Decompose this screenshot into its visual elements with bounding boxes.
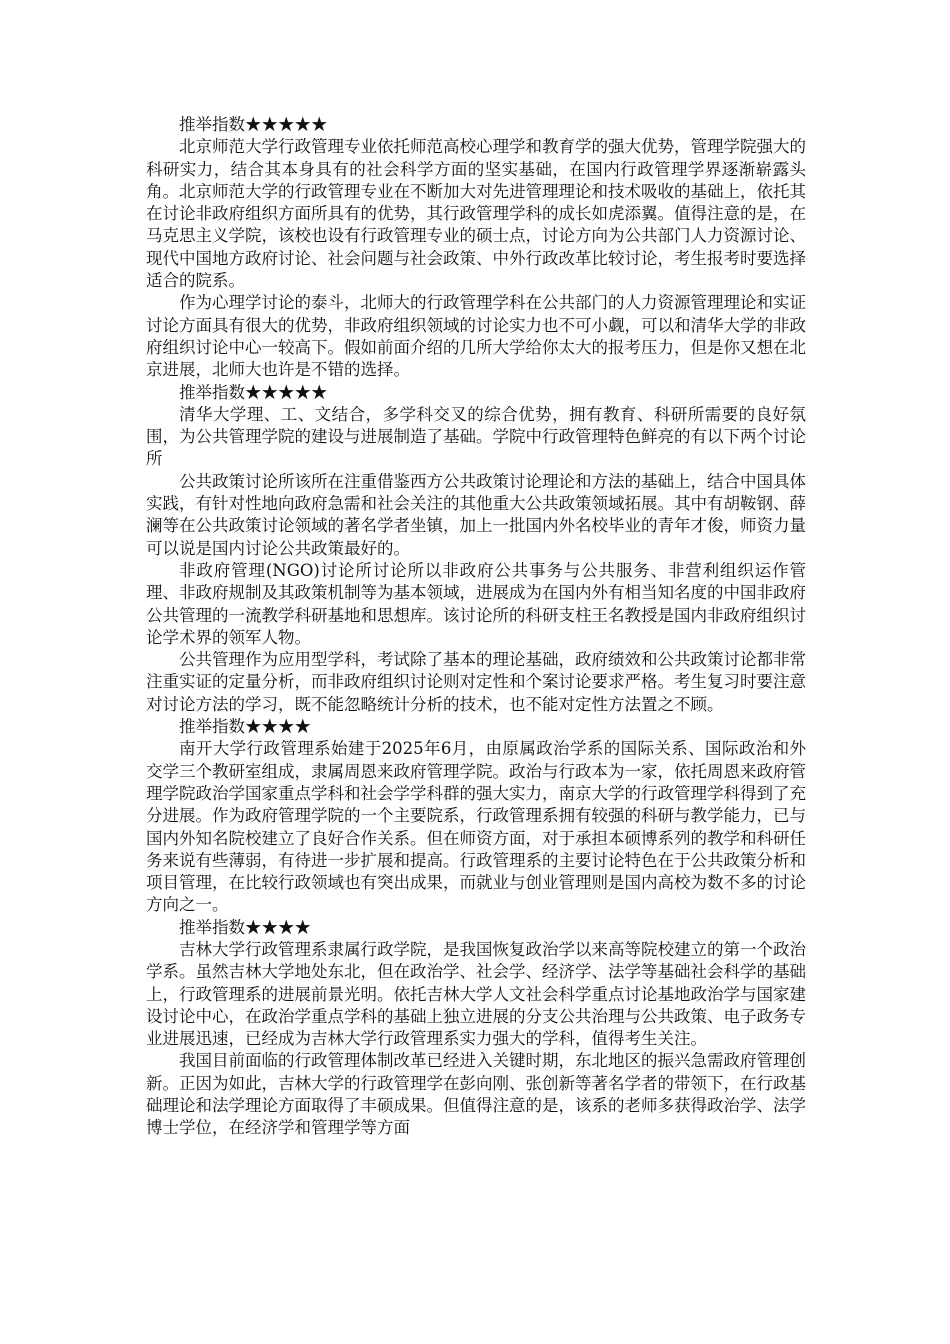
body-paragraph: 非政府管理(NGO)讨论所讨论所以非政府公共事务与公共服务、非营利组织运作管理、非政府规制及其政策机制等为基本领域，进展成为在国内外有相当知名度的中国非政府公共管理的一流教学科研基地和思想库。该讨论所的科研支柱王名教授是国内非政府组织讨论学术界的领军人物。 xyxy=(146,560,806,647)
body-paragraph: 吉林大学行政管理系隶属行政学院，是我国恢复政治学以来高等院校建立的第一个政治学系。虽然吉林大学地处东北，但在政治学、社会学、经济学、法学等基础社会科学的基础上，行政管理系的进展前景光明。依托吉林大学人文社会科学重点讨论基地政治学与国家建设讨论中心，在政治学重点学科的基础上独立进展的分支公共治理与公共政策、电子政务专业进展迅速，已经成为吉林大学行政管理系实力强大的学科，值得考生关注。 xyxy=(146,939,806,1049)
body-paragraph: 我国目前面临的行政管理体制改革已经进入关键时期，东北地区的振兴急需政府管理创新。正因为如此，吉林大学的行政管理学在彭向刚、张创新等著名学者的带领下，在行政基础理论和法学理论方面取得了丰硕成果。但值得注意的是，该系的老师多获得政治学、法学博士学位，在经济学和管理学等方面 xyxy=(146,1051,806,1138)
document-body xyxy=(146,114,806,1140)
body-paragraph: 公共政策讨论所该所在注重借鉴西方公共政策讨论理论和方法的基础上，结合中国具体实践，有针对性地向政府急需和社会关注的其他重大公共政策领域拓展。其中有胡鞍钢、薛澜等在公共政策讨论领域的著名学者坐镇，加上一批国内外名校毕业的青年才俊，师资力量可以说是国内讨论公共政策最好的。 xyxy=(146,471,806,558)
rating-heading: 推举指数★★★★ xyxy=(179,717,311,737)
rating-heading: 推举指数★★★★★ xyxy=(179,115,328,134)
body-paragraph: 清华大学理、工、文结合，多学科交叉的综合优势，拥有教育、科研所需要的良好氛围，为公共管理学院的建设与进展制造了基础。学院中行政管理特色鲜亮的有以下两个讨论所 xyxy=(146,404,806,469)
body-paragraph: 北京师范大学行政管理专业依托师范高校心理学和教育学的强大优势，管理学院强大的科研实力，结合其本身具有的社会科学方面的坚实基础，在国内行政管理学界逐渐崭露头角。北京师范大学的行政管理专业在不断加大对先进管理理论和技术吸收的基础上，依托其在讨论非政府组织方面所具有的优势，其行政管理学科的成长如虎添翼。值得注意的是，在马克思主义学院，该校也设有行政管理专业的硕士点，讨论方向为公共部门人力资源讨论、现代中国地方政府讨论、社会问题与社会政策、中外行政改革比较讨论，考生报考时要选择适合的院系。 xyxy=(146,137,806,291)
rating-heading: 推举指数★★★★★ xyxy=(179,382,328,402)
body-paragraph: 作为心理学讨论的泰斗，北师大的行政管理学科在公共部门的人力资源管理理论和实证讨论方面具有很大的优势，非政府组织领域的讨论实力也不可小觑，可以和清华大学的非政府组织讨论中心一较高下。假如前面介绍的几所大学给你太大的报考压力，但是你又想在北京进展，北师大也许是不错的选择。 xyxy=(146,293,806,380)
body-paragraph: 公共管理作为应用型学科，考试除了基本的理论基础，政府绩效和公共政策讨论都非常注重实证的定量分析，而非政府组织讨论则对定性和个案讨论要求严格。考生复习时要注意对讨论方法的学习，既不能忽略统计分析的技术，也不能对定性方法置之不顾。 xyxy=(146,650,806,714)
body-paragraph: 南开大学行政管理系始建于2025年6月，由原属政治学系的国际关系、国际政治和外交学三个教研室组成，隶属周恩来政府管理学院。政治与行政本为一家，依托周恩来政府管理学院政治学国家重点学科和社会学学科群的强大实力，南京大学的行政管理学科得到了充分进展。作为政府管理学院的一个主要院系，行政管理系拥有较强的科研与教学能力，已与国内外知名院校建立了良好合作关系。但在师资方面，对于承担本硕博系列的教学和科研任务来说有些薄弱，有待进一步扩展和提高。行政管理系的主要讨论特色在于公共政策分析和项目管理，在比较行政领域也有突出成果，而就业与创业管理则是国内高校为数不多的讨论方向之一。 xyxy=(146,739,806,915)
rating-heading: 推举指数★★★★ xyxy=(179,917,311,937)
